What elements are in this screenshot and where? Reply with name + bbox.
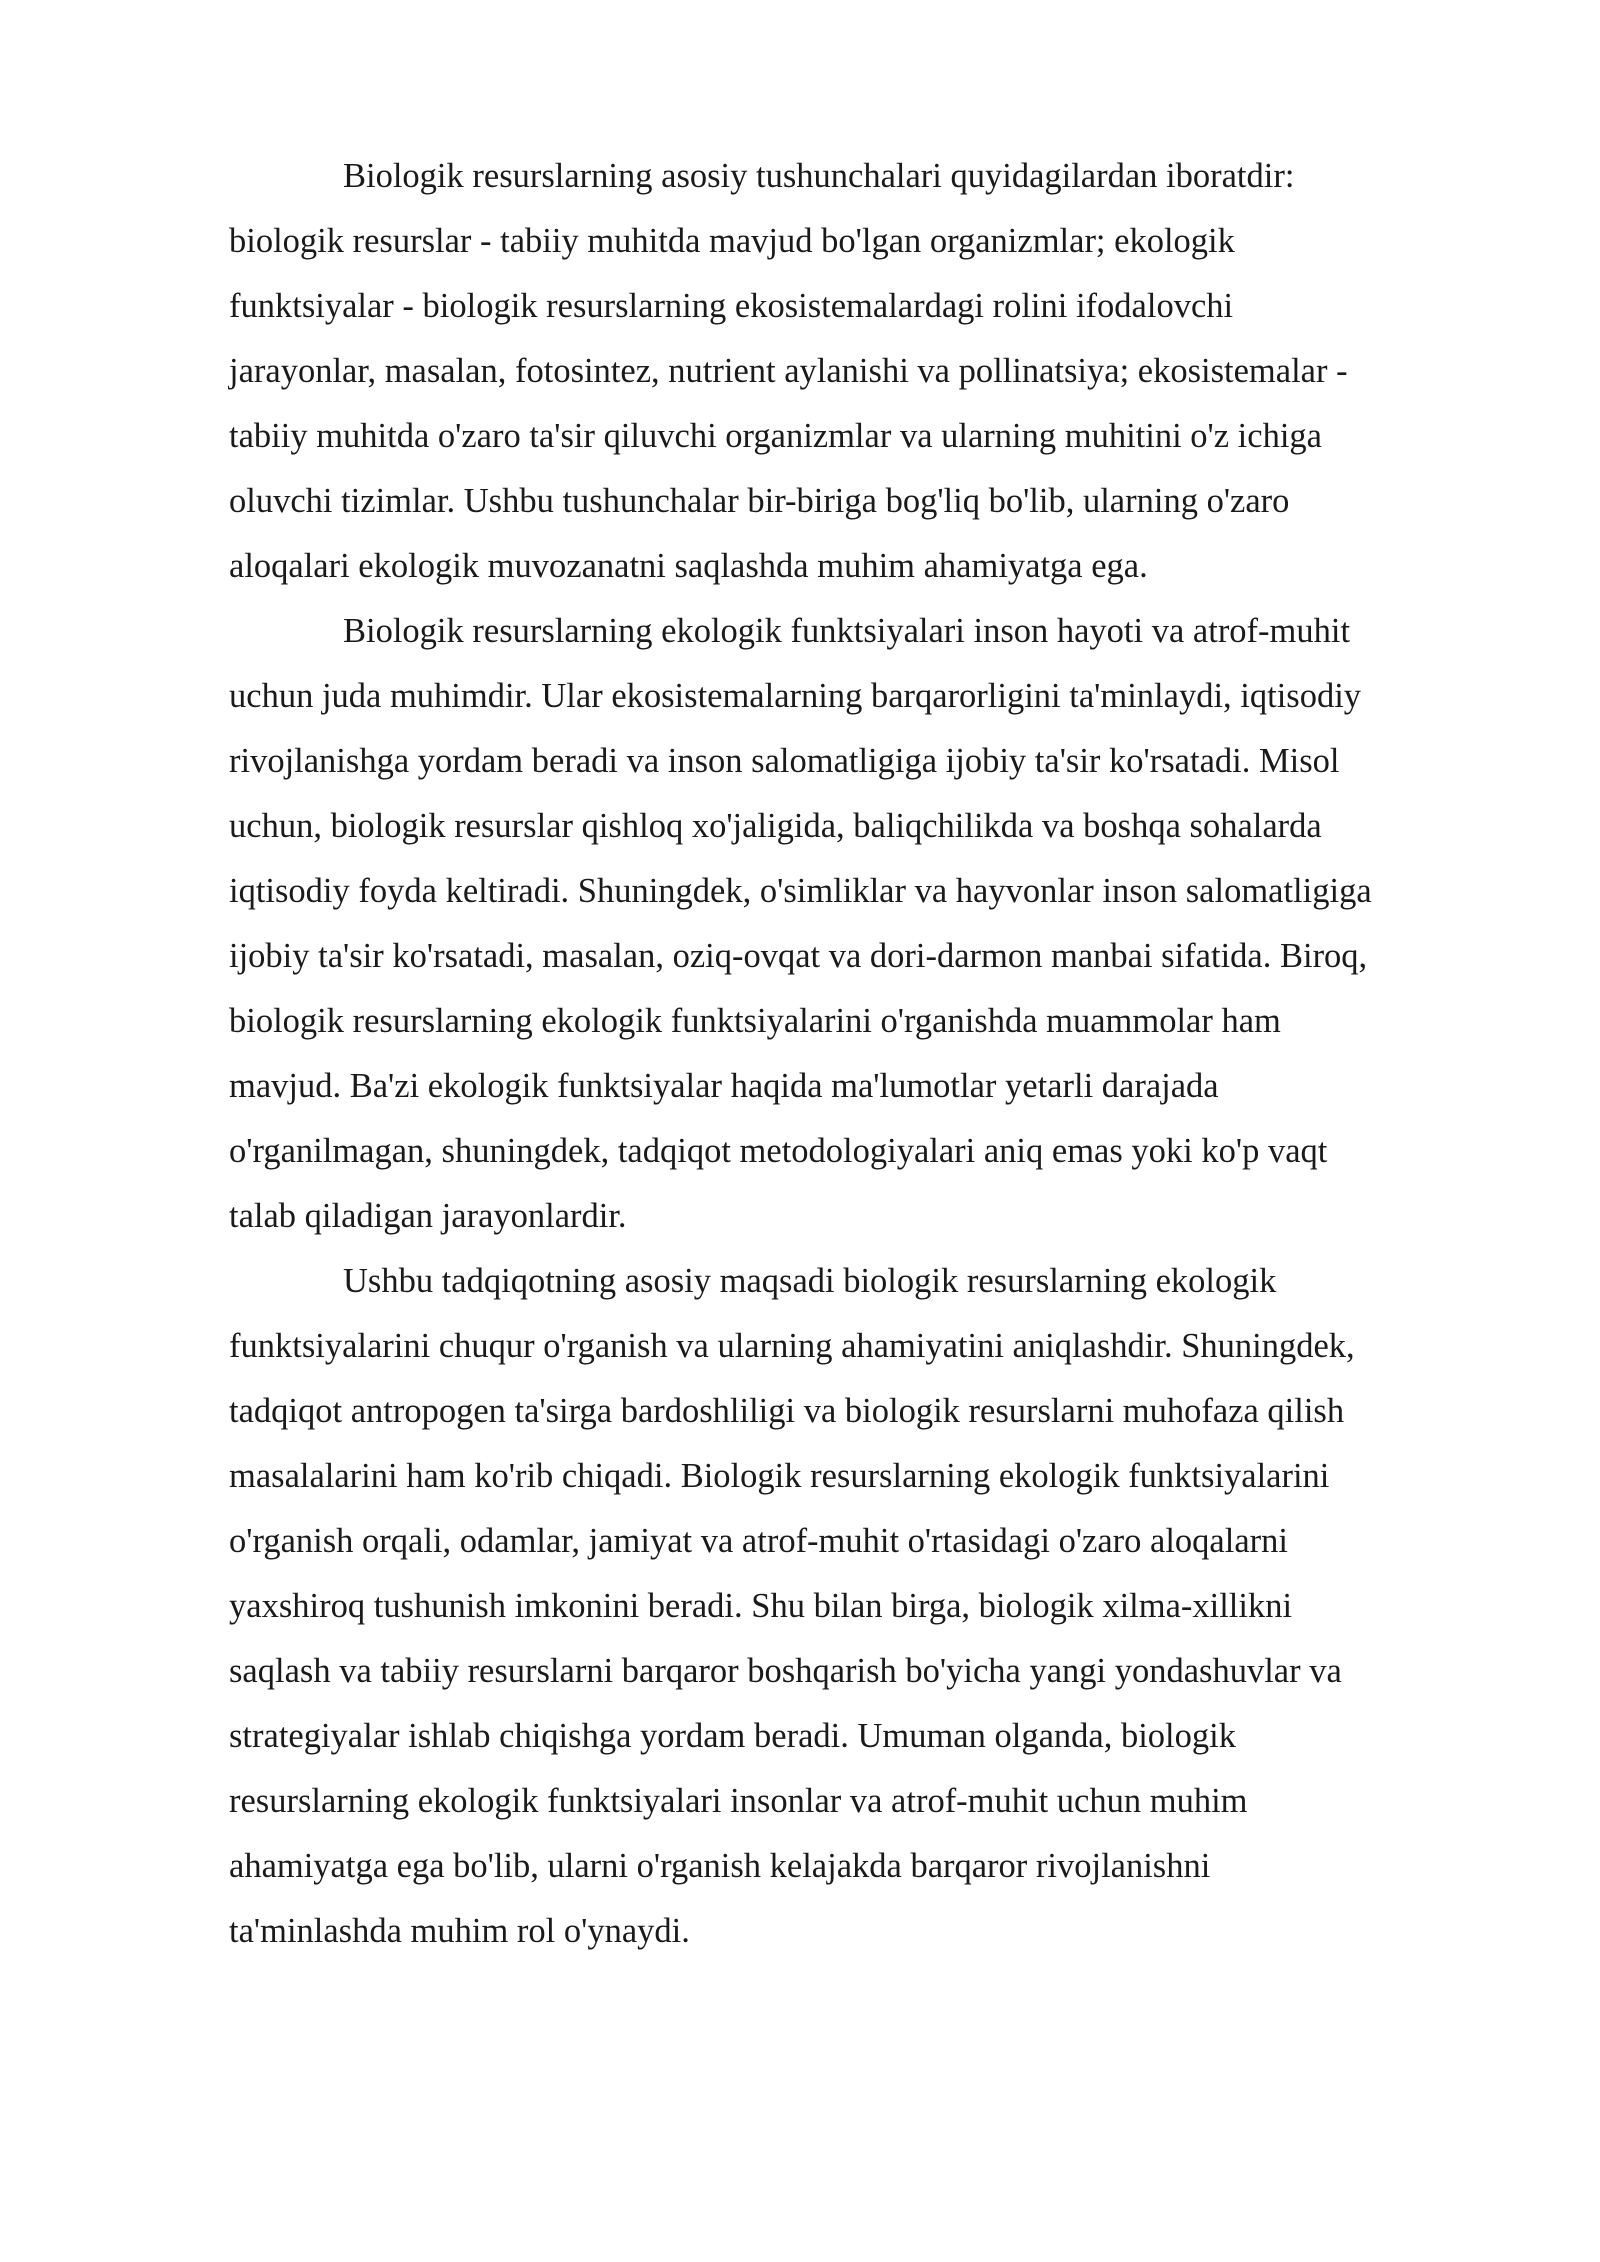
paragraph-line: iqtisodiy foyda keltiradi. Shuningdek, o'simliklar va hayvonlar inson salomatligiga (229, 872, 1372, 910)
paragraph-line: tadqiqot antropogen ta'sirga bardoshliligi va biologik resurslarni muhofaza qilish (229, 1392, 1345, 1430)
paragraph-line: Biologik resurslarning ekologik funktsiyalari inson hayoti va atrof-muhit (343, 612, 1351, 650)
paragraph-line: funktsiyalar - biologik resurslarning ekosistemalardagi rolini ifodalovchi (229, 287, 1234, 325)
paragraph-line: masalalarini ham ko'rib chiqadi. Biologik resurslarning ekologik funktsiyalarini (229, 1457, 1330, 1495)
paragraph-line: jarayonlar, masalan, fotosintez, nutrient aylanishi va pollinatsiya; ekosistemalar - (229, 352, 1348, 390)
paragraph-1 (229, 144, 1477, 599)
paragraph-line: uchun, biologik resurslar qishloq xo'jaligida, baliqchilikda va boshqa sohalarda (229, 807, 1322, 845)
paragraph-line: uchun juda muhimdir. Ular ekosistemalarning barqarorligini ta'minlaydi, iqtisodiy (229, 677, 1362, 715)
paragraph-line: tabiiy muhitda o'zaro ta'sir qiluvchi organizmlar va ularning muhitini o'z ichiga (229, 417, 1322, 455)
paragraph-3 (229, 1249, 1477, 1964)
paragraph-line: biologik resurslar - tabiiy muhitda mavjud bo'lgan organizmlar; ekologik (229, 222, 1235, 260)
paragraph-line: strategiyalar ishlab chiqishga yordam beradi. Umuman olganda, biologik (229, 1717, 1236, 1755)
paragraph-2 (229, 599, 1477, 1249)
paragraph-line: funktsiyalarini chuqur o'rganish va ularning ahamiyatini aniqlashdir. Shuningdek, (229, 1327, 1355, 1365)
paragraph-line: rivojlanishga yordam beradi va inson salomatligiga ijobiy ta'sir ko'rsatadi. Misol (229, 742, 1340, 780)
paragraph-line: ijobiy ta'sir ko'rsatadi, masalan, oziq-ovqat va dori-darmon manbai sifatida. Biroq, (229, 937, 1368, 975)
paragraph-line: o'rganilmagan, shuningdek, tadqiqot metodologiyalari aniq emas yoki ko'p vaqt (229, 1132, 1328, 1170)
paragraph-line: mavjud. Ba'zi ekologik funktsiyalar haqida ma'lumotlar yetarli darajada (229, 1067, 1219, 1105)
paragraph-line: talab qiladigan jarayonlardir. (229, 1197, 627, 1235)
document-body (229, 144, 1477, 1964)
paragraph-line: oluvchi tizimlar. Ushbu tushunchalar bir-biriga bog'liq bo'lib, ularning o'zaro (229, 482, 1290, 520)
paragraph-line: ta'minlashda muhim rol o'ynaydi. (229, 1912, 690, 1950)
paragraph-line: yaxshiroq tushunish imkonini beradi. Shu bilan birga, biologik xilma-xillikni (229, 1587, 1293, 1625)
paragraph-line: o'rganish orqali, odamlar, jamiyat va atrof-muhit o'rtasidagi o'zaro aloqalarni (229, 1522, 1288, 1560)
paragraph-line: ahamiyatga ega bo'lib, ularni o'rganish kelajakda barqaror rivojlanishni (229, 1847, 1211, 1885)
paragraph-line: Ushbu tadqiqotning asosiy maqsadi biologik resurslarning ekologik (343, 1262, 1277, 1300)
paragraph-line: saqlash va tabiiy resurslarni barqaror boshqarish bo'yicha yangi yondashuvlar va (229, 1652, 1342, 1690)
paragraph-line: Biologik resurslarning asosiy tushunchalari quyidagilardan iboratdir: (343, 157, 1295, 195)
paragraph-line: resurslarning ekologik funktsiyalari insonlar va atrof-muhit uchun muhim (229, 1782, 1248, 1820)
paragraph-line: biologik resurslarning ekologik funktsiyalarini o'rganishda muammolar ham (229, 1002, 1281, 1040)
paragraph-line: aloqalari ekologik muvozanatni saqlashda muhim ahamiyatga ega. (229, 547, 1148, 585)
